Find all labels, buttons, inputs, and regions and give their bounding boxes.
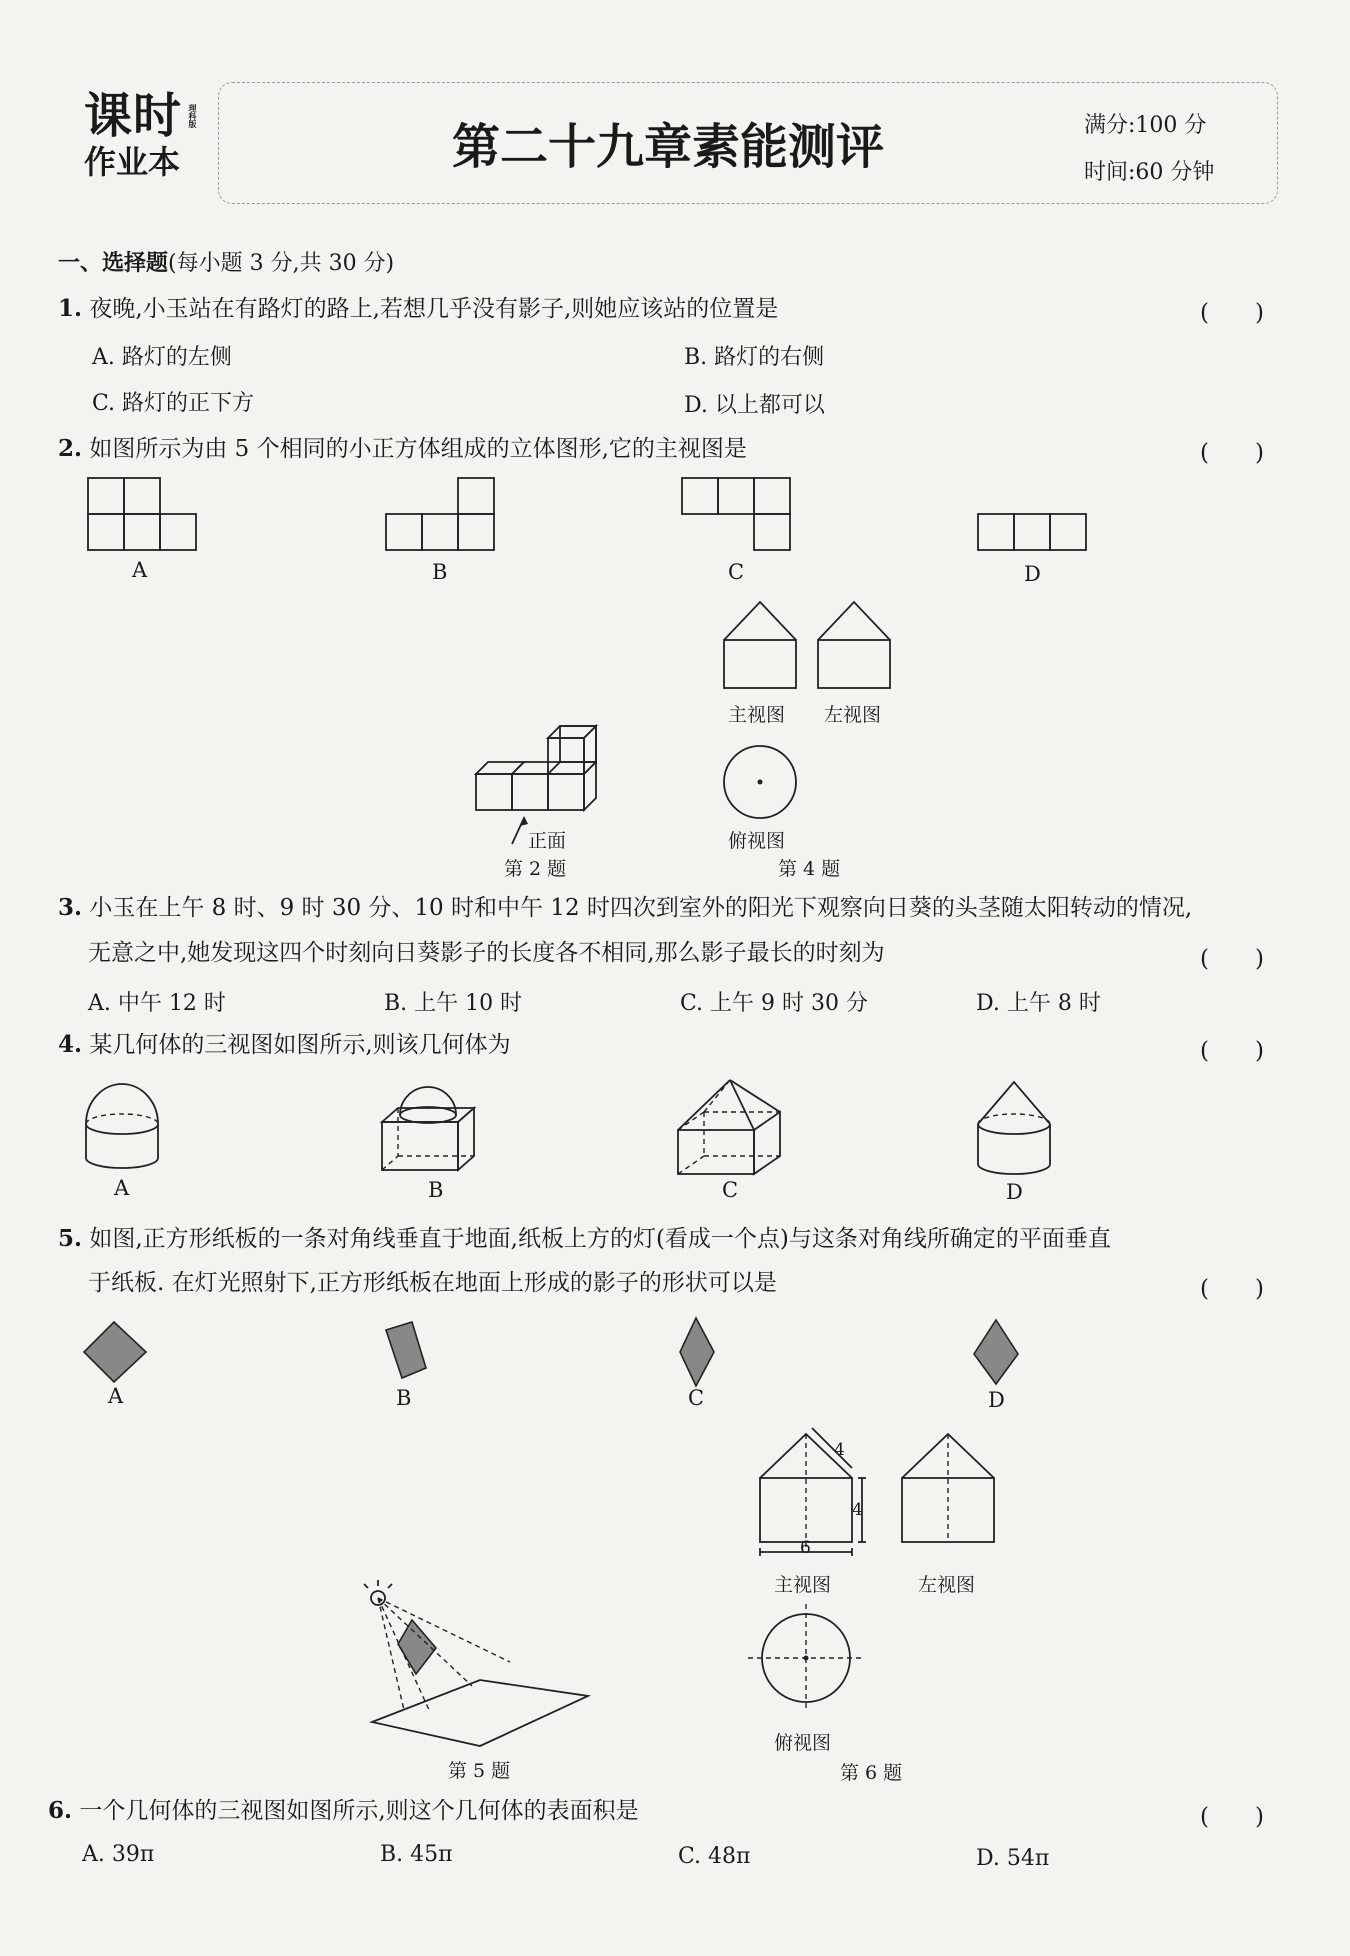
- question-number: 3.: [58, 894, 83, 921]
- logo-line1: 课时: [84, 88, 183, 144]
- q5-option-d-label: D: [988, 1388, 1005, 1412]
- q2-option-d-figure: [978, 514, 1086, 550]
- q6-top-view-figure: [748, 1604, 864, 1712]
- q5-option-a-figure: [84, 1322, 146, 1382]
- q4-option-d-label: D: [1006, 1180, 1023, 1204]
- question-text: 夜晚,小玉站在有路灯的路上,若想几乎没有影子,则她应该站的位置是: [89, 296, 779, 322]
- q6-dim-height: 4: [852, 1500, 863, 1520]
- q4-option-d-figure: [978, 1082, 1050, 1174]
- question-3-line2: 无意之中,她发现这四个时刻向日葵影子的长度各不相同,那么影子最长的时刻为: [88, 940, 885, 966]
- question-number: 4.: [58, 1031, 83, 1058]
- q2-option-b-figure: [386, 478, 494, 550]
- question-5: [58, 1224, 1111, 1254]
- q4-top-view-figure: [724, 746, 796, 818]
- section-note: (每小题 3 分,共 30 分): [168, 251, 395, 276]
- q2-option-b-label: B: [432, 560, 448, 584]
- q4-top-view-label: 俯视图: [728, 830, 786, 852]
- answer-blank: ( ): [1200, 1038, 1264, 1064]
- q5-option-c-label: C: [688, 1386, 705, 1410]
- option-d: D. 上午 8 时: [976, 991, 1101, 1016]
- option-a: A. 中午 12 时: [88, 991, 226, 1016]
- q4-option-c-label: C: [722, 1178, 739, 1202]
- option-c: C. 48π: [678, 1844, 751, 1869]
- q2-front-label: 正面: [528, 830, 567, 852]
- q6-front-view-figure: [760, 1428, 866, 1556]
- option-d: D. 以上都可以: [684, 393, 825, 418]
- q6-top-view-label: 俯视图: [774, 1732, 832, 1754]
- answer-blank: ( ): [1200, 1804, 1264, 1830]
- q6-left-view-figure: [902, 1434, 994, 1542]
- option-a: A. 39π: [82, 1842, 155, 1867]
- q6-caption: 第 6 题: [840, 1762, 903, 1784]
- q5-caption: 第 5 题: [448, 1760, 511, 1782]
- q5-option-c-figure: [680, 1318, 714, 1386]
- time-limit: 时间:60 分钟: [1084, 160, 1215, 185]
- question-text: 一个几何体的三视图如图所示,则这个几何体的表面积是: [79, 1798, 639, 1824]
- q4-front-view-label: 主视图: [728, 704, 786, 726]
- question-text-line1: 如图,正方形纸板的一条对角线垂直于地面,纸板上方的灯(看成一个点)与这条对角线所确定的平面垂直: [89, 1226, 1111, 1252]
- logo-tag: 理科版: [188, 104, 197, 128]
- q2-option-c-label: C: [728, 560, 745, 584]
- option-c: C. 路灯的正下方: [92, 391, 255, 416]
- logo-line2: 作业本: [84, 143, 181, 181]
- question-5-line2: 于纸板. 在灯光照射下,正方形纸板在地面上形成的影子的形状可以是: [88, 1270, 777, 1296]
- q5-option-a-label: A: [108, 1384, 124, 1408]
- q2-option-d-label: D: [1024, 562, 1041, 586]
- option-b: B. 45π: [380, 1842, 453, 1867]
- q4-left-view-label: 左视图: [824, 704, 882, 726]
- question-text: 如图所示为由 5 个相同的小正方体组成的立体图形,它的主视图是: [89, 436, 747, 462]
- question-number: 6.: [48, 1797, 73, 1824]
- question-6: [48, 1796, 639, 1826]
- question-number: 1.: [58, 295, 83, 322]
- answer-blank: ( ): [1200, 300, 1264, 326]
- q6-dim-width: 6: [800, 1538, 811, 1558]
- answer-blank: ( ): [1200, 440, 1264, 466]
- q4-left-view-figure: [818, 602, 890, 688]
- question-number: 5.: [58, 1225, 83, 1252]
- q2-option-a-figure: [88, 478, 196, 550]
- option-a: A. 路灯的左侧: [92, 345, 232, 370]
- q4-option-b-figure: [382, 1087, 474, 1170]
- option-d: D. 54π: [976, 1846, 1050, 1871]
- q4-front-view-figure: [724, 602, 796, 688]
- q2-option-c-figure: [682, 478, 790, 550]
- option-b: B. 上午 10 时: [384, 991, 523, 1016]
- question-number: 2.: [58, 435, 83, 462]
- q4-option-b-label: B: [428, 1178, 444, 1202]
- q5-option-b-label: B: [396, 1386, 412, 1410]
- question-3: [58, 893, 1192, 923]
- q2-caption: 第 2 题: [504, 858, 567, 880]
- option-c: C. 上午 9 时 30 分: [680, 991, 868, 1016]
- question-text-line1: 小玉在上午 8 时、9 时 30 分、10 时和中午 12 时四次到室外的阳光下观察向日葵的头茎随太阳转动的情况,: [89, 895, 1193, 921]
- q5-option-d-figure: [974, 1320, 1018, 1384]
- option-b: B. 路灯的右侧: [684, 345, 825, 370]
- q4-option-a-label: A: [114, 1176, 130, 1200]
- page-title: 第二十九章素能测评: [451, 119, 884, 175]
- question-4: [58, 1030, 511, 1060]
- q4-option-a-figure: [86, 1084, 158, 1168]
- q5-lamp-scene: [364, 1580, 588, 1746]
- section-title: 一、选择题: [58, 250, 169, 276]
- question-text: 某几何体的三视图如图所示,则该几何体为: [89, 1032, 511, 1058]
- q4-option-c-figure: [678, 1080, 780, 1174]
- q6-left-view-label: 左视图: [918, 1574, 976, 1596]
- q6-dim-slant: 4: [834, 1440, 845, 1460]
- q6-front-view-label: 主视图: [774, 1574, 832, 1596]
- q4-caption: 第 4 题: [778, 858, 841, 880]
- answer-blank: ( ): [1200, 946, 1264, 972]
- q5-option-b-figure: [386, 1322, 426, 1378]
- q2-option-a-label: A: [132, 558, 148, 582]
- answer-blank: ( ): [1200, 1276, 1264, 1302]
- full-score: 满分:100 分: [1084, 113, 1207, 138]
